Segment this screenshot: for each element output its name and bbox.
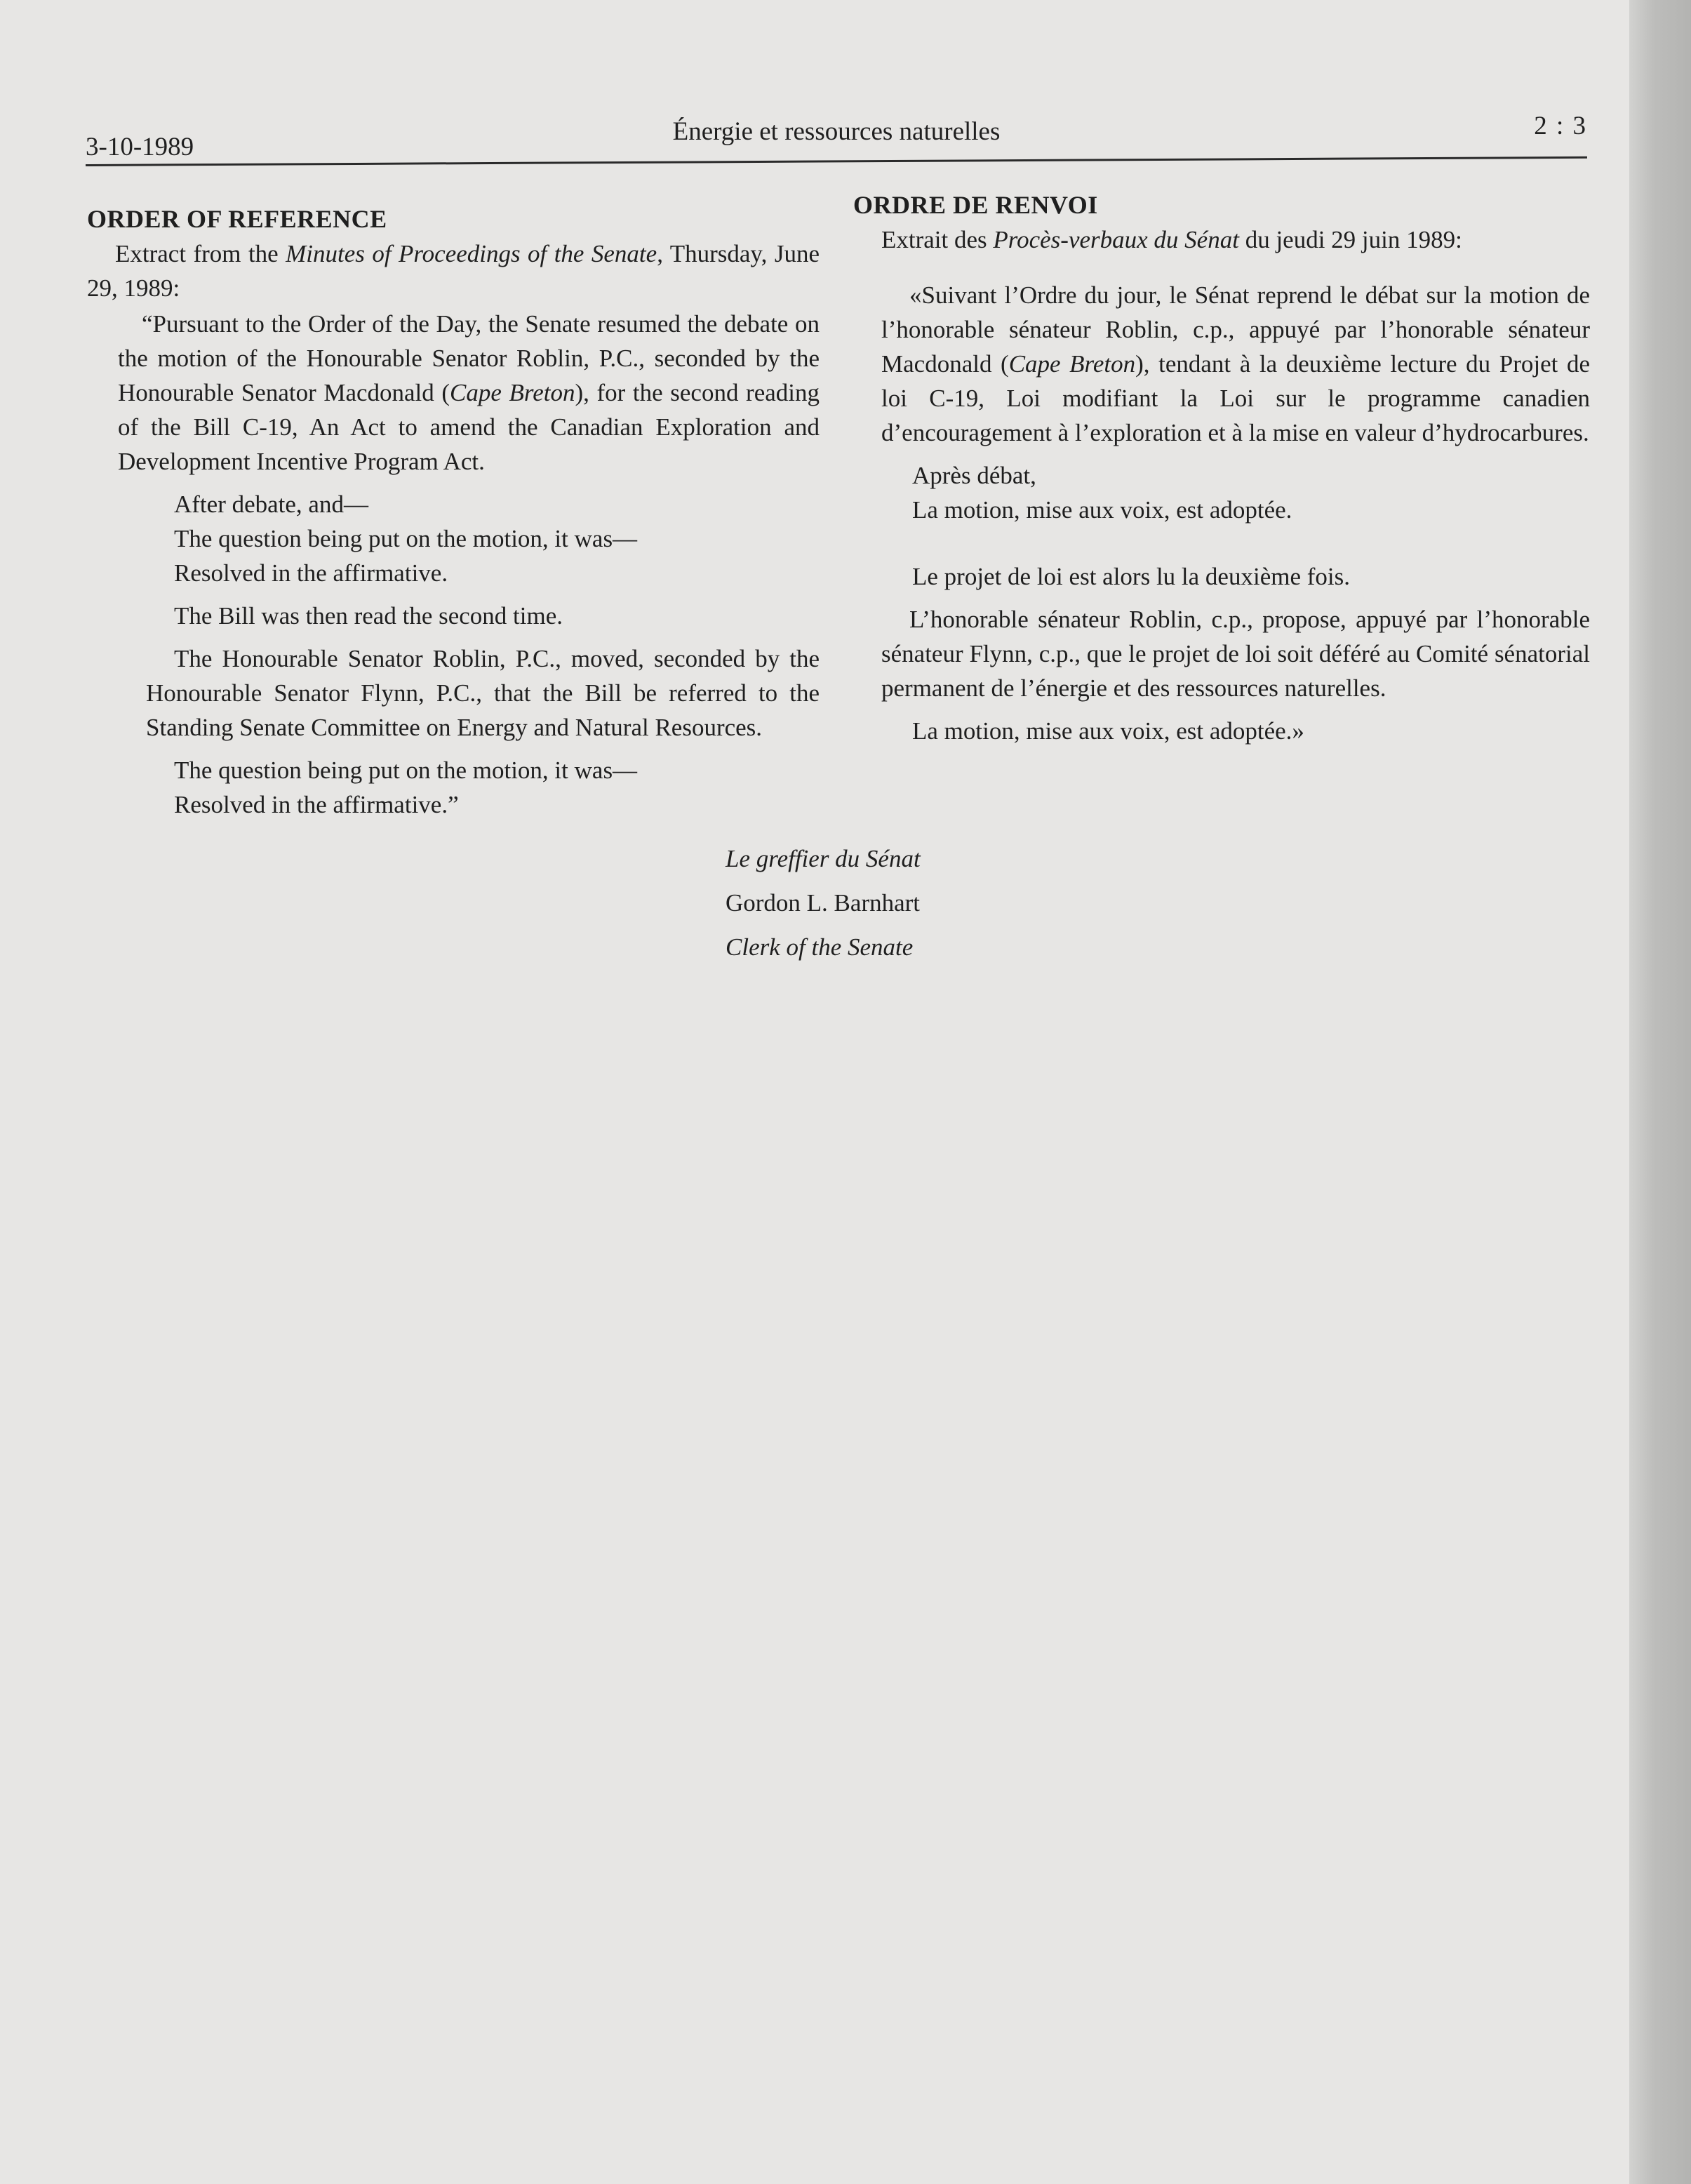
header-date: 3-10-1989 — [86, 133, 194, 161]
signature-title-fr-text: Le greffier du Sénat — [726, 845, 921, 872]
french-after-debate: Après débat, — [912, 462, 1036, 489]
signature-name: Gordon L. Barnhart — [726, 889, 921, 917]
french-heading: ORDRE DE RENVOI — [853, 191, 1098, 219]
english-quote — [59, 307, 820, 479]
english-quote-text: “Pursuant to the Order of the Day, the Senate resumed the debate on the motion of the Honourable Senator Roblin, P.C., seconded by the Honourable Senator Macdonald ( — [118, 310, 820, 406]
french-motion-2: La motion, mise aux voix, est adoptée.» — [912, 717, 1304, 745]
french-intro-text: Extrait des — [881, 226, 994, 253]
french-second-reading: Le projet de loi est alors lu la deuxième fois. — [912, 563, 1350, 590]
french-quote-bill: ), tendant à la deuxième lecture du Projet de loi C-19, Loi modifiant la Loi sur le programme canadien d’encouragement à l’exploration et à la mise en valeur d’hydrocarbures. — [881, 350, 1590, 446]
signature-title-fr — [726, 841, 1006, 876]
french-intro-source: Procès-verbaux du Sénat — [993, 226, 1239, 253]
english-intro — [87, 237, 820, 305]
french-quote-text: «Suivant l’Ordre du jour, le Sénat reprend le débat sur la motion de l’honorable sénateur Roblin, c.p., appuyé par l’honorable sénateur Macdonald ( — [881, 281, 1590, 378]
signature-title-en-text: Clerk of the Senate — [726, 933, 914, 961]
english-heading: ORDER OF REFERENCE — [87, 205, 387, 233]
signature-title-en — [726, 930, 1006, 964]
english-second-reading: The Bill was then read the second time. — [174, 602, 563, 630]
french-quote — [822, 278, 1590, 450]
english-intro-source: Minutes of Proceedings of the Senate — [286, 240, 657, 267]
english-question-1: The question being put on the motion, it was— — [174, 525, 638, 552]
header-title: Énergie et ressources naturelles — [672, 117, 1001, 146]
english-intro-date: , Thursday, June 29, 1989: — [87, 240, 820, 302]
french-quote-riding: Cape Breton — [1008, 350, 1136, 378]
english-question-2: The question being put on the motion, it was— — [174, 757, 638, 784]
english-resolved-1: Resolved in the affirmative. — [174, 559, 448, 587]
english-resolved-2: Resolved in the affirmative.” — [174, 791, 459, 818]
english-column — [87, 202, 921, 964]
french-motion-1: La motion, mise aux voix, est adoptée. — [912, 496, 1292, 524]
english-after-debate: After debate, and— — [174, 491, 368, 518]
header-page-number: 2 : 3 — [1534, 112, 1587, 140]
english-referral: The Honourable Senator Roblin, P.C., moved, seconded by the Honourable Senator Flynn, P.C., that the Bill be referred to the Standing Senate Committee on Energy and Natural Resources. — [146, 645, 820, 741]
french-intro — [853, 222, 1590, 257]
english-intro-text: Extract from the — [115, 240, 286, 267]
french-column — [853, 188, 1590, 748]
english-quote-bill: ), for the second reading of the Bill C-19, An Act to amend the Canadian Exploration and Development Incentive Program Act. — [118, 379, 820, 475]
english-quote-riding: Cape Breton — [450, 379, 575, 406]
page-edge — [1629, 0, 1691, 2184]
french-referral: L’honorable sénateur Roblin, c.p., propose, appuyé par l’honorable sénateur Flynn, c.p., que le projet de loi soit déféré au Comité sénatorial permanent de l’énergie et des ressources naturelles. — [881, 606, 1590, 702]
signature-block — [87, 841, 921, 964]
french-intro-date: du jeudi 29 juin 1989: — [1238, 226, 1462, 253]
